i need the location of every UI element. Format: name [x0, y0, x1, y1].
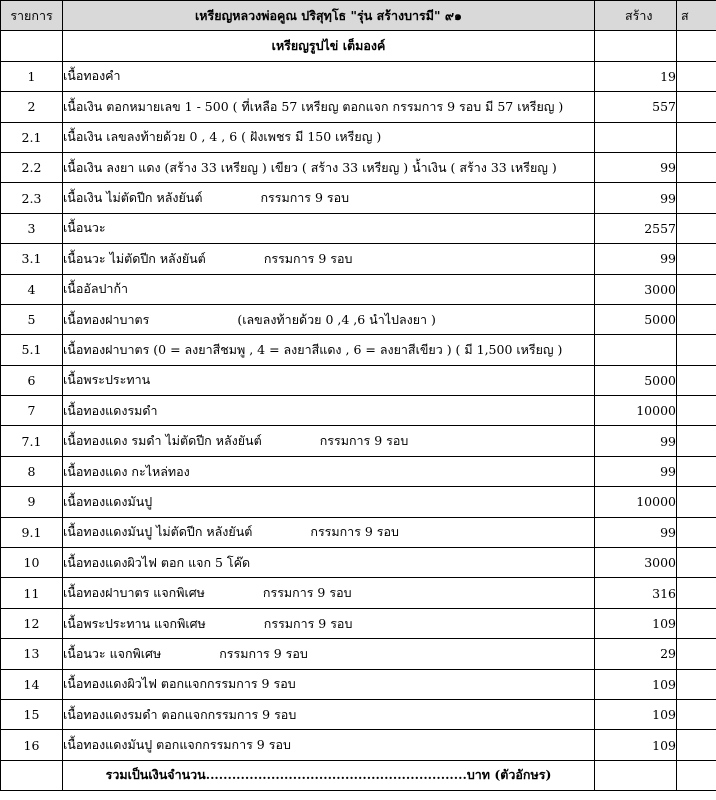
- row-quantity: 29: [595, 639, 677, 669]
- header-qty: สร้าง: [595, 1, 677, 31]
- table-row: [1, 639, 716, 669]
- row-description: เนื้ออัลปาก้า: [63, 281, 129, 297]
- row-description-cell: [63, 152, 595, 182]
- row-quantity: 2557: [595, 213, 677, 243]
- row-description: เนื้อทองฝาบาตร (0 = ลงยาสีชมพู , 4 = ลงยาสีแดง , 6 = ลงยาสีเขียว ) ( มี 1,500 เหรียญ ): [63, 341, 563, 357]
- table-row: [1, 335, 716, 365]
- row-number: 16: [1, 730, 63, 760]
- row-quantity: 109: [595, 699, 677, 729]
- header-row: [1, 1, 716, 31]
- row-description-cell: [63, 517, 595, 547]
- table-row: [1, 517, 716, 547]
- row-quantity: 3000: [595, 274, 677, 304]
- row-description-cell: [63, 639, 595, 669]
- subheader-label: เหรียญรูปไข่ เต็มองค์: [63, 31, 595, 61]
- row-description: เนื้อทองแดงรมดำ: [63, 402, 158, 418]
- total-amount[interactable]: [595, 760, 677, 790]
- header-extra: ส: [677, 1, 716, 31]
- table-row: [1, 548, 716, 578]
- row-number: 1: [1, 61, 63, 91]
- row-extra: [677, 365, 716, 395]
- row-quantity: 3000: [595, 548, 677, 578]
- row-quantity: 5000: [595, 365, 677, 395]
- row-quantity: 99: [595, 456, 677, 486]
- row-description: เนื้อทองแดง รมดำ ไม่ตัดปีก หลังยันต์: [63, 433, 262, 449]
- row-number: 5.1: [1, 335, 63, 365]
- row-description: เนื้อทองแดง กะไหล่ทอง: [63, 463, 190, 479]
- row-extra: [677, 517, 716, 547]
- row-number: 2: [1, 92, 63, 122]
- table-row: [1, 487, 716, 517]
- row-description-cell: [63, 456, 595, 486]
- row-number: 12: [1, 608, 63, 638]
- row-number: 2.1: [1, 122, 63, 152]
- header-no: รายการ: [1, 1, 63, 31]
- row-number: 5: [1, 304, 63, 334]
- row-extra: [677, 578, 716, 608]
- row-quantity: 109: [595, 730, 677, 760]
- row-description: เนื้อเงิน เลขลงท้ายด้วย 0 , 4 , 6 ( ฝังเพชร มี 150 เหรียญ ): [63, 129, 382, 145]
- row-description-cell: [63, 548, 595, 578]
- row-extra: [677, 213, 716, 243]
- row-description-cell: [63, 335, 595, 365]
- subheader-blank-qty: [595, 31, 677, 61]
- row-number: 3: [1, 213, 63, 243]
- row-quantity: [595, 335, 677, 365]
- table-row: [1, 426, 716, 456]
- row-description-cell: [63, 365, 595, 395]
- table-row: [1, 578, 716, 608]
- row-extra: [677, 669, 716, 699]
- row-extra: [677, 396, 716, 426]
- row-quantity: 316: [595, 578, 677, 608]
- total-row: [1, 760, 716, 790]
- table-row: [1, 365, 716, 395]
- row-quantity: 109: [595, 669, 677, 699]
- table-row: [1, 396, 716, 426]
- row-number: 7: [1, 396, 63, 426]
- row-description: เนื้อทองแดงผิวไฟ ตอก แจก 5 โค๊ด: [63, 554, 251, 570]
- row-number: 13: [1, 639, 63, 669]
- row-description: เนื้อทองแดงมันปู ไม่ตัดปีก หลังยันต์: [63, 524, 253, 540]
- row-description: เนื้อเงิน ไม่ตัดปีก หลังยันต์: [63, 190, 203, 206]
- row-description-cell: [63, 669, 595, 699]
- row-number: 7.1: [1, 426, 63, 456]
- row-description-cell: [63, 426, 595, 456]
- row-number: 4: [1, 274, 63, 304]
- row-note: กรรมการ 9 รอบ: [262, 585, 352, 601]
- row-quantity: 99: [595, 517, 677, 547]
- row-description: เนื้อทองแดงรมดำ ตอกแจกกรรมการ 9 รอบ: [63, 706, 297, 722]
- row-description-cell: [63, 730, 595, 760]
- row-quantity: 109: [595, 608, 677, 638]
- table-row: [1, 92, 716, 122]
- row-description-cell: [63, 213, 595, 243]
- row-description-cell: [63, 699, 595, 729]
- row-description: เนื้อทองแดงมันปู ตอกแจกกรรมการ 9 รอบ: [63, 737, 291, 753]
- row-extra: [677, 487, 716, 517]
- row-quantity: 99: [595, 183, 677, 213]
- row-description: เนื้อเงิน ตอกหมายเลข 1 - 500 ( ที่เหลือ 57 เหรียญ ตอกแจก กรรมการ 9 รอบ มี 57 เหรียญ ): [63, 98, 564, 114]
- row-quantity: [595, 122, 677, 152]
- row-quantity: 99: [595, 244, 677, 274]
- row-note: กรรมการ 9 รอบ: [219, 645, 308, 661]
- row-quantity: 557: [595, 92, 677, 122]
- header-title: เหรียญหลวงพ่อคูณ ปริสุทฺโธ "รุ่น สร้างบารมี" ๙๑: [63, 1, 595, 31]
- row-number: 10: [1, 548, 63, 578]
- table-row: [1, 669, 716, 699]
- table-row: [1, 213, 716, 243]
- row-description: เนื้อทองฝาบาตร: [63, 311, 150, 327]
- row-extra: [677, 548, 716, 578]
- row-description-cell: [63, 608, 595, 638]
- subheader-blank: [1, 31, 63, 61]
- row-quantity: 99: [595, 426, 677, 456]
- row-extra: [677, 244, 716, 274]
- row-quantity: 10000: [595, 396, 677, 426]
- row-extra: [677, 61, 716, 91]
- row-extra: [677, 639, 716, 669]
- row-extra: [677, 335, 716, 365]
- row-extra: [677, 730, 716, 760]
- subheader-row: [1, 31, 716, 61]
- total-label: รวมเป็นเงินจำนวน............................................................บาท (ตัวอักษร): [63, 760, 595, 790]
- row-extra: [677, 92, 716, 122]
- row-number: 14: [1, 669, 63, 699]
- row-quantity: 19: [595, 61, 677, 91]
- row-note: กรรมการ 9 รอบ: [263, 615, 353, 631]
- row-extra: [677, 274, 716, 304]
- row-number: 2.3: [1, 183, 63, 213]
- row-extra: [677, 426, 716, 456]
- row-note: กรรมการ 9 รอบ: [310, 524, 399, 540]
- row-description-cell: [63, 244, 595, 274]
- row-description: เนื้อเงิน ลงยา แดง (สร้าง 33 เหรียญ ) เขียว ( สร้าง 33 เหรียญ ) น้ำเงิน ( สร้าง 33 เหรียญ ): [63, 159, 557, 175]
- table-row: [1, 608, 716, 638]
- row-note: กรรมการ 9 รอบ: [260, 190, 350, 206]
- row-extra: [677, 122, 716, 152]
- row-extra: [677, 183, 716, 213]
- table-row: [1, 274, 716, 304]
- row-description-cell: [63, 578, 595, 608]
- row-description-cell: [63, 61, 595, 91]
- row-number: 6: [1, 365, 63, 395]
- table-row: [1, 456, 716, 486]
- row-description: เนื้อทองแดงมันปู: [63, 493, 153, 509]
- table-row: [1, 183, 716, 213]
- row-number: 3.1: [1, 244, 63, 274]
- row-description-cell: [63, 304, 595, 334]
- row-description-cell: [63, 92, 595, 122]
- table-row: [1, 122, 716, 152]
- row-quantity: 5000: [595, 304, 677, 334]
- row-description: เนื้อพระประทาน แจกพิเศษ: [63, 615, 206, 631]
- row-description-cell: [63, 183, 595, 213]
- table-row: [1, 699, 716, 729]
- row-description-cell: [63, 122, 595, 152]
- table-row: [1, 152, 716, 182]
- row-extra: [677, 699, 716, 729]
- row-extra: [677, 152, 716, 182]
- row-quantity: 99: [595, 152, 677, 182]
- row-description-cell: [63, 396, 595, 426]
- row-number: 2.2: [1, 152, 63, 182]
- row-note: กรรมการ 9 รอบ: [319, 433, 409, 449]
- row-number: 15: [1, 699, 63, 729]
- total-blank: [1, 760, 63, 790]
- table-row: [1, 61, 716, 91]
- row-description: เนื้อพระประทาน: [63, 372, 151, 388]
- row-number: 9: [1, 487, 63, 517]
- row-number: 11: [1, 578, 63, 608]
- table-row: [1, 304, 716, 334]
- row-description: เนื้อนวะ: [63, 220, 106, 236]
- row-note: กรรมการ 9 รอบ: [263, 250, 353, 266]
- row-description: เนื้อนวะ แจกพิเศษ: [63, 645, 162, 661]
- row-description-cell: [63, 274, 595, 304]
- table-row: [1, 730, 716, 760]
- total-extra: [677, 760, 716, 790]
- row-note: (เลขลงท้ายด้วย 0 ,4 ,6 นำไปลงยา ): [237, 311, 436, 327]
- row-quantity: 10000: [595, 487, 677, 517]
- row-description: เนื้อทองฝาบาตร แจกพิเศษ: [63, 585, 205, 601]
- table-row: [1, 244, 716, 274]
- row-extra: [677, 456, 716, 486]
- row-number: 9.1: [1, 517, 63, 547]
- row-extra: [677, 304, 716, 334]
- row-description-cell: [63, 487, 595, 517]
- row-description: เนื้อทองแดงผิวไฟ ตอกแจกกรรมการ 9 รอบ: [63, 676, 296, 692]
- row-description: เนื้อทองคำ: [63, 68, 121, 84]
- row-description: เนื้อนวะ ไม่ตัดปีก หลังยันต์: [63, 250, 206, 266]
- row-extra: [677, 608, 716, 638]
- subheader-blank-extra: [677, 31, 716, 61]
- row-number: 8: [1, 456, 63, 486]
